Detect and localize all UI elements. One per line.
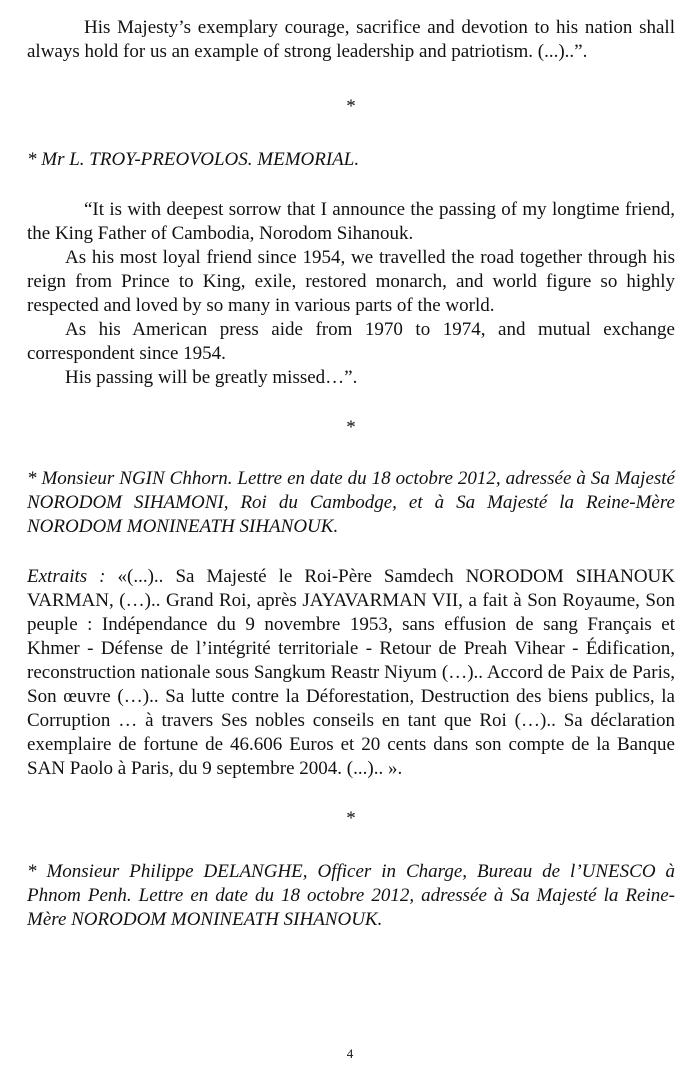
troy-paragraph-2: As his most loyal friend since 1954, we travelled the road together through his reign from Prince to King, exile, restored monarch, and world figure so highly respected and loved by so many in various parts of the world. <box>27 247 675 316</box>
document-page <box>27 16 675 932</box>
closing-paragraph: His Majesty’s exemplary courage, sacrifice and devotion to his nation shall always hold for us an example of strong leadership and patriotism. (...)..”. <box>27 17 675 62</box>
troy-paragraph-4: His passing will be greatly missed…”. <box>65 367 358 388</box>
heading-troy-memorial: * Mr L. TROY-PREOVOLOS. MEMORIAL. <box>27 149 360 170</box>
extraits-paragraph <box>27 565 675 781</box>
extraits-label: Extraits : <box>27 566 106 587</box>
section-separator: * <box>346 808 356 829</box>
heading-delanghe: * Monsieur Philippe DELANGHE, Officer in Charge, Bureau de l’UNESCO à Phnom Penh. Lettre en date du 18 octobre 2012, adressée à Sa Majesté la Reine-Mère NORODOM MONINEATH SIHANOUK. <box>27 861 675 930</box>
troy-paragraph-1: “It is with deepest sorrow that I announce the passing of my longtime friend, the King Father of Cambodia, Norodom Sihanouk. <box>27 199 675 244</box>
troy-paragraph-3: As his American press aide from 1970 to 1974, and mutual exchange correspondent since 1954. <box>27 319 675 364</box>
page-number: 4 <box>346 1046 354 1061</box>
section-separator: * <box>346 96 356 117</box>
extraits-text: «(...).. Sa Majesté le Roi-Père Samdech NORODOM SIHANOUK VARMAN, (…).. Grand Roi, après JAYAVARMAN VII, a fait à Son Royaume, Son peuple : Indépendance du 9 novembre 1953, sans effusion de sang Français et Khmer - Défense de l’intégrité territoriale - Retour de Preah Vihear - Édification, reconstruction nationale sous Sangkum Reastr Niyum (…).. Accord de Paix de Paris, Son œuvre (…).. Sa lutte contre la Déforestation, Destruction des biens publics, la Corruption … à travers Ses nobles conseils en tant que Roi (…).. Sa déclaration exemplaire de fortune de 46.606 Euros et 20 cents dans son compte de la Banque SAN Paolo à Paris, du 9 septembre 2004. (...).. ». <box>27 566 675 779</box>
section-separator: * <box>346 417 356 438</box>
heading-ngin-chhorn: * Monsieur NGIN Chhorn. Lettre en date du 18 octobre 2012, adressée à Sa Majesté NORODOM SIHAMONI, Roi du Cambodge, et à Sa Majesté la Reine-Mère NORODOM MONINEATH SIHANOUK. <box>27 468 675 537</box>
